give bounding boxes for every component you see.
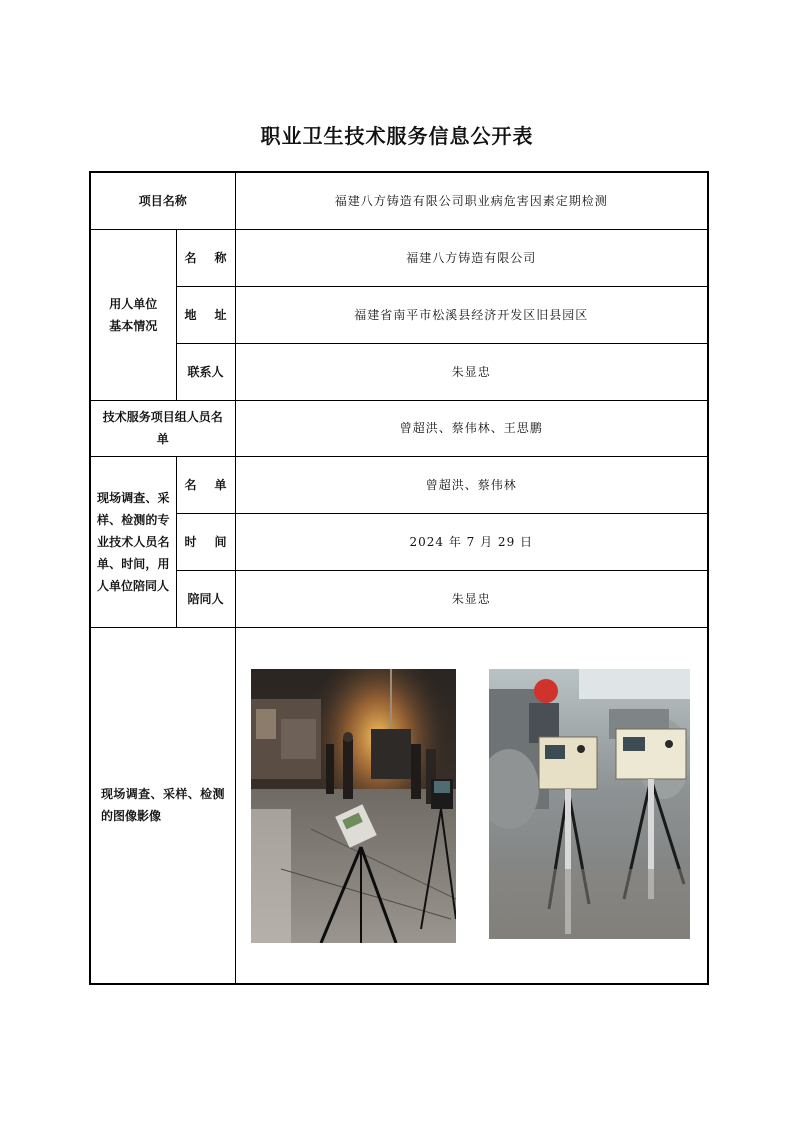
row-employer-address — [90, 286, 708, 343]
row-project-name — [90, 172, 708, 229]
onsite-label: 现场调查、采样、检测的专业技术人员名单、时间，用人单位陪同人 — [90, 456, 176, 627]
employer-address-label: 地 址 — [176, 286, 235, 343]
project-name-label: 项目名称 — [90, 172, 235, 229]
info-table — [89, 171, 709, 985]
onsite-names-value: 曾超洪、蔡伟林 — [235, 456, 708, 513]
images-cell — [235, 627, 708, 984]
row-onsite-time — [90, 513, 708, 570]
onsite-names-label: 名 单 — [176, 456, 235, 513]
employer-address-value: 福建省南平市松溪县经济开发区旧县园区 — [235, 286, 708, 343]
row-images — [90, 627, 708, 984]
employer-contact-label: 联系人 — [176, 343, 235, 400]
onsite-escort-value: 朱显忠 — [235, 570, 708, 627]
team-label: 技术服务项目组人员名单 — [90, 400, 235, 456]
row-employer-contact — [90, 343, 708, 400]
row-team — [90, 400, 708, 456]
images-label: 现场调查、采样、检测的图像影像 — [90, 627, 235, 984]
onsite-escort-label: 陪同人 — [176, 570, 235, 627]
onsite-time-label: 时 间 — [176, 513, 235, 570]
photo-workshop-samplers — [489, 669, 690, 939]
row-employer-name — [90, 229, 708, 286]
team-value: 曾超洪、蔡伟林、王思鹏 — [235, 400, 708, 456]
row-onsite-escort — [90, 570, 708, 627]
employer-name-label: 名 称 — [176, 229, 235, 286]
employer-label: 用人单位基本情况 — [90, 229, 176, 400]
employer-name-value: 福建八方铸造有限公司 — [235, 229, 708, 286]
page-title: 职业卫生技术服务信息公开表 — [260, 124, 534, 148]
photo-foundry-night — [251, 669, 456, 943]
onsite-time-value: 2024 年 7 月 29 日 — [235, 513, 708, 570]
employer-contact-value: 朱显忠 — [235, 343, 708, 400]
project-name-value: 福建八方铸造有限公司职业病危害因素定期检测 — [235, 172, 708, 229]
row-onsite-names — [90, 456, 708, 513]
